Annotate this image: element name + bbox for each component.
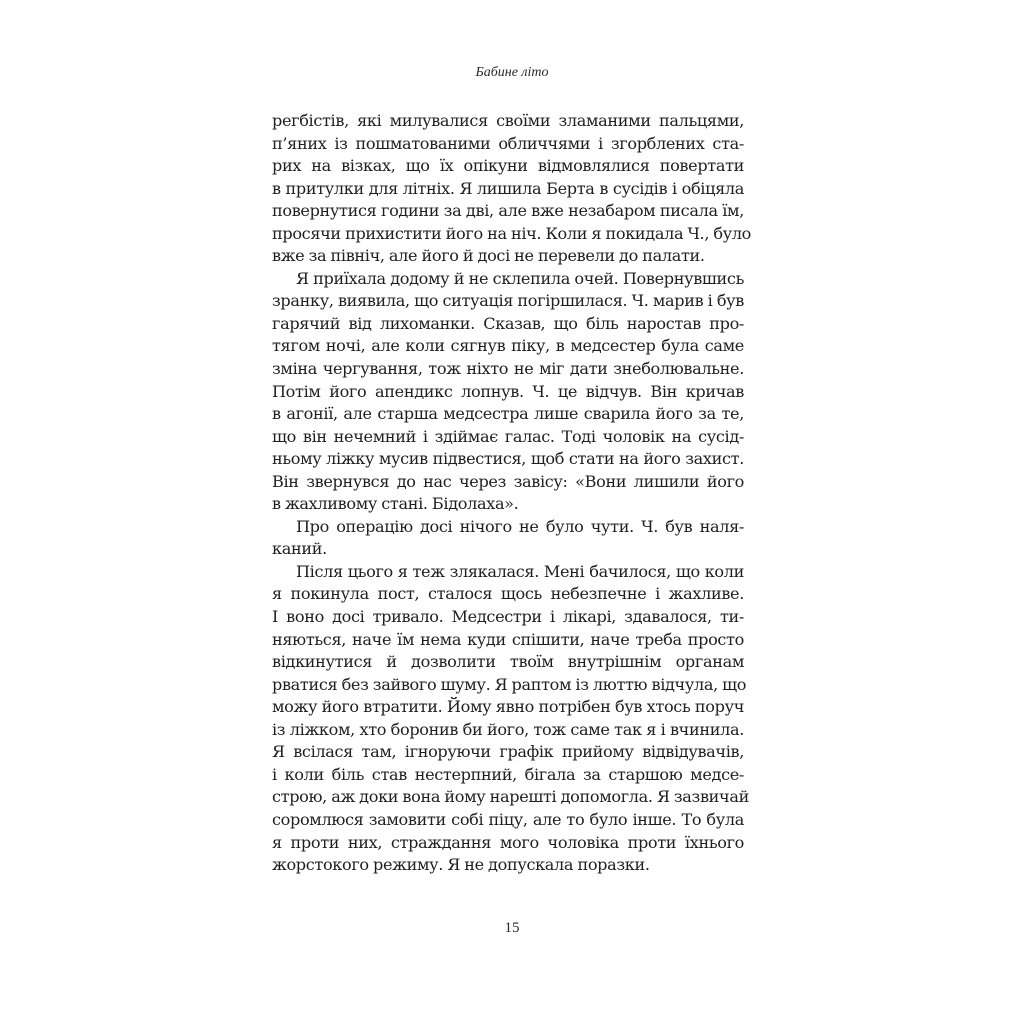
text-line: Про операцію досі нічого не було чути. Ч. був наля- — [296, 516, 744, 536]
text-line: І воно досі тривало. Медсестри і лікарі, здавалося, ти- — [272, 607, 744, 627]
text-line: регбістів, які милувалися своїми зламаними пальцями, — [272, 111, 744, 130]
text-line: зранку, виявила, що ситуація погіршилася. Ч. марив і був — [272, 291, 744, 311]
text-line: Після цього я теж злякалася. Мені бачилося, що коли — [296, 561, 744, 581]
text-line: каний. — [272, 539, 327, 559]
text-line: що він нечемний і здіймає галас. Тоді чоловік на сусід- — [272, 426, 744, 446]
text-line: просячи прихистити його на ніч. Коли я покидала Ч., було — [272, 223, 752, 243]
text-line: Потім його апендикс лопнув. Ч. це відчув. Він кричав — [272, 381, 744, 401]
page-number: 15 — [504, 920, 520, 936]
text-line: гарячий від лихоманки. Сказав, що біль наростав про- — [272, 313, 744, 333]
text-line: няються, наче їм нема куди спішити, наче треба просто — [272, 629, 744, 649]
text-line: в притулки для літніх. Я лишила Берта в сусідів і обіцяла — [272, 178, 744, 198]
text-line: соромлюся замовити собі піцу, але то було інше. То була — [272, 809, 744, 829]
running-head: Бабине літо — [475, 65, 549, 80]
text-line: Я всілася там, ігноруючи графік прийому відвідувачів, — [272, 742, 744, 762]
text-line: тягом ночі, але коли сягнув піку, в медсестер була саме — [272, 336, 744, 356]
text-line: п’яних із пошматованими обличчями і згорблених ста- — [272, 133, 744, 153]
text-line: із ліжком, хто боронив би його, тож саме так я і вчинила. — [272, 719, 744, 739]
text-line: я проти них, страждання мого чоловіка проти їхнього — [272, 832, 744, 852]
text-line: Він звернувся до нас через завісу: «Вони лишили його — [272, 471, 744, 491]
text-line: відкинутися й дозволити твоїм внутрішнім органам — [272, 652, 744, 672]
text-line: в жахливому стані. Бідолаха». — [272, 494, 519, 514]
text-line: Я приїхала додому й не склепила очей. Повернувшись — [296, 268, 744, 288]
text-line: ньому ліжку мусив підвестися, щоб стати на його захист. — [272, 449, 744, 469]
text-line: я покинула пост, сталося щось небезпечне і жахливе. — [272, 584, 744, 604]
body-text — [272, 110, 752, 877]
text-line: вже за північ, але його й досі не перевели до палати. — [272, 246, 705, 266]
text-line: і коли біль став нестерпний, бігала за старшою медсе- — [272, 764, 744, 784]
text-line: повернутися години за дві, але вже незабаром писала їм, — [272, 201, 744, 221]
text-line: в агонії, але старша медсестра лише сварила його за те, — [272, 404, 744, 424]
text-line: рватися без зайвого шуму. Я раптом із люттю відчула, що — [272, 674, 747, 694]
text-line: рих на візках, що їх опікуни відмовлялися повертати — [272, 156, 744, 176]
text-line: строю, аж доки вона йому нарешті допомогла. Я зазвичай — [272, 787, 749, 807]
text-line: зміна чергування, тож ніхто не міг дати знеболювальне. — [272, 359, 744, 379]
text-line: можу його втратити. Йому явно потрібен був хтось поруч — [272, 697, 744, 717]
text-line: жорстокого режиму. Я не допускала поразки. — [272, 855, 650, 875]
